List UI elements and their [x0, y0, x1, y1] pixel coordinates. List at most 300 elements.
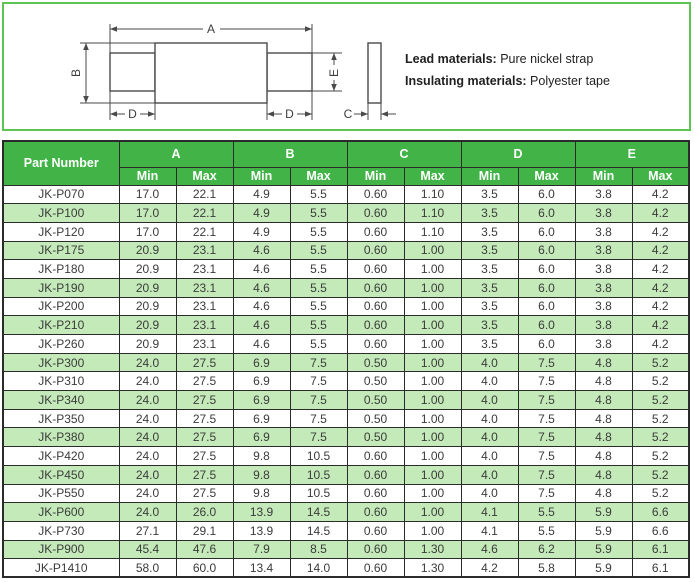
part-number-cell: JK-P380: [3, 428, 119, 447]
spec-table-header: [3, 141, 689, 185]
dimension-value-cell: 24.0: [119, 409, 176, 428]
dimension-value-cell: 6.0: [518, 316, 575, 335]
dimension-value-cell: 6.9: [233, 391, 290, 410]
dimension-value-cell: 1.30: [404, 540, 461, 559]
dimension-value-cell: 7.9: [233, 540, 290, 559]
table-row: [3, 222, 689, 241]
dim-d2-right-arrow-icon: [305, 111, 312, 117]
dim-label-d-left: D: [128, 107, 137, 121]
dimension-value-cell: 3.5: [461, 335, 518, 354]
dimension-value-cell: 5.5: [290, 278, 347, 297]
dimension-value-cell: 3.8: [575, 241, 632, 260]
dimension-value-cell: 0.60: [347, 484, 404, 503]
dimension-value-cell: 1.00: [404, 484, 461, 503]
dimension-value-cell: 1.00: [404, 503, 461, 522]
part-number-cell: JK-P340: [3, 391, 119, 410]
dimension-value-cell: 4.0: [461, 353, 518, 372]
diagram-panel: [2, 2, 691, 131]
dimension-value-cell: 0.60: [347, 447, 404, 466]
fuse-left-lead: [110, 53, 155, 91]
dimension-value-cell: 4.0: [461, 447, 518, 466]
dimension-value-cell: 0.60: [347, 335, 404, 354]
dimension-value-cell: 22.1: [176, 185, 233, 204]
dimension-value-cell: 4.0: [461, 391, 518, 410]
dimension-value-cell: 3.5: [461, 260, 518, 279]
header-d-min: Min: [461, 167, 518, 185]
part-number-cell: JK-P070: [3, 185, 119, 204]
dimension-value-cell: 4.2: [632, 260, 689, 279]
dimension-value-cell: 6.0: [518, 278, 575, 297]
dimension-value-cell: 27.5: [176, 409, 233, 428]
dimension-value-cell: 0.60: [347, 540, 404, 559]
dimension-value-cell: 1.00: [404, 372, 461, 391]
dimension-value-cell: 17.0: [119, 185, 176, 204]
insulating-materials-label: Insulating materials:: [405, 74, 527, 88]
dimension-value-cell: 4.6: [233, 241, 290, 260]
dim-label-b: B: [69, 68, 83, 78]
dimension-value-cell: 0.60: [347, 559, 404, 578]
table-row: [3, 260, 689, 279]
dimension-value-cell: 26.0: [176, 503, 233, 522]
dimension-value-cell: 7.5: [290, 409, 347, 428]
dimension-value-cell: 24.0: [119, 447, 176, 466]
dimension-value-cell: 6.0: [518, 222, 575, 241]
dimension-value-cell: 6.0: [518, 241, 575, 260]
dimension-value-cell: 60.0: [176, 559, 233, 578]
header-c-max: Max: [404, 167, 461, 185]
dimension-value-cell: 6.2: [518, 540, 575, 559]
dimension-value-cell: 3.5: [461, 278, 518, 297]
dimension-value-cell: 7.5: [518, 465, 575, 484]
table-row: [3, 391, 689, 410]
header-e-min: Min: [575, 167, 632, 185]
dimension-value-cell: 7.5: [518, 353, 575, 372]
dimension-value-cell: 3.8: [575, 204, 632, 223]
dimension-value-cell: 3.8: [575, 335, 632, 354]
table-row: [3, 465, 689, 484]
dimension-value-cell: 3.8: [575, 260, 632, 279]
insulating-materials-line: [405, 70, 610, 92]
dimension-value-cell: 5.2: [632, 391, 689, 410]
dimension-value-cell: 7.5: [518, 372, 575, 391]
part-number-cell: JK-P450: [3, 465, 119, 484]
dimension-value-cell: 0.60: [347, 204, 404, 223]
table-row: [3, 353, 689, 372]
header-group-row: [3, 141, 689, 167]
dimension-value-cell: 14.0: [290, 559, 347, 578]
dimension-value-cell: 0.60: [347, 278, 404, 297]
dimension-value-cell: 4.1: [461, 521, 518, 540]
dimension-value-cell: 22.1: [176, 204, 233, 223]
dimension-value-cell: 4.2: [632, 335, 689, 354]
table-row: [3, 372, 689, 391]
fuse-dimension-diagram: [4, 4, 404, 129]
dimension-value-cell: 5.8: [518, 559, 575, 578]
table-row: [3, 316, 689, 335]
part-number-cell: JK-P260: [3, 335, 119, 354]
dimension-value-cell: 4.6: [233, 335, 290, 354]
dimension-value-cell: 6.9: [233, 409, 290, 428]
dimension-value-cell: 5.5: [290, 335, 347, 354]
part-number-cell: JK-P420: [3, 447, 119, 466]
dimension-value-cell: 1.10: [404, 204, 461, 223]
dimension-value-cell: 20.9: [119, 260, 176, 279]
dimension-value-cell: 5.9: [575, 540, 632, 559]
dimension-value-cell: 10.5: [290, 465, 347, 484]
dimension-value-cell: 4.6: [233, 316, 290, 335]
dimension-value-cell: 3.5: [461, 241, 518, 260]
dimension-value-cell: 5.9: [575, 559, 632, 578]
dimension-value-cell: 1.00: [404, 428, 461, 447]
dimension-value-cell: 6.1: [632, 540, 689, 559]
part-number-cell: JK-P730: [3, 521, 119, 540]
dimension-value-cell: 4.0: [461, 484, 518, 503]
dimension-value-cell: 23.1: [176, 260, 233, 279]
dimension-value-cell: 0.60: [347, 503, 404, 522]
dimension-value-cell: 5.5: [290, 204, 347, 223]
header-group-d: D: [461, 141, 575, 167]
dimension-value-cell: 4.2: [632, 316, 689, 335]
part-number-cell: JK-P190: [3, 278, 119, 297]
table-row: [3, 335, 689, 354]
dimension-value-cell: 17.0: [119, 204, 176, 223]
dimension-value-cell: 1.00: [404, 521, 461, 540]
dimension-value-cell: 7.5: [290, 372, 347, 391]
dimension-value-cell: 5.2: [632, 447, 689, 466]
dimension-value-cell: 10.5: [290, 484, 347, 503]
header-b-min: Min: [233, 167, 290, 185]
dimension-value-cell: 6.0: [518, 335, 575, 354]
dimension-value-cell: 23.1: [176, 241, 233, 260]
dimension-value-cell: 6.1: [632, 559, 689, 578]
dimension-value-cell: 4.2: [632, 222, 689, 241]
dim-label-c: C: [343, 107, 353, 121]
dimension-value-cell: 27.5: [176, 428, 233, 447]
part-number-cell: JK-P210: [3, 316, 119, 335]
dimension-value-cell: 6.9: [233, 353, 290, 372]
dimension-value-cell: 5.2: [632, 428, 689, 447]
dimension-value-cell: 29.1: [176, 521, 233, 540]
table-row: [3, 428, 689, 447]
dimension-value-cell: 1.00: [404, 391, 461, 410]
dimension-value-cell: 5.5: [290, 222, 347, 241]
dimension-value-cell: 1.00: [404, 316, 461, 335]
dimension-value-cell: 27.5: [176, 465, 233, 484]
dimension-value-cell: 5.5: [290, 297, 347, 316]
dimension-value-cell: 14.5: [290, 521, 347, 540]
dimension-value-cell: 1.00: [404, 260, 461, 279]
dimension-value-cell: 1.00: [404, 409, 461, 428]
dimension-value-cell: 0.60: [347, 521, 404, 540]
dimension-value-cell: 3.8: [575, 278, 632, 297]
part-number-cell: JK-P600: [3, 503, 119, 522]
dimension-value-cell: 4.0: [461, 465, 518, 484]
dim-a-left-arrow-icon: [110, 26, 117, 32]
dimension-value-cell: 4.2: [632, 185, 689, 204]
part-number-cell: JK-P200: [3, 297, 119, 316]
dimension-value-cell: 14.5: [290, 503, 347, 522]
dimension-value-cell: 0.50: [347, 409, 404, 428]
dimension-value-cell: 47.6: [176, 540, 233, 559]
part-number-cell: JK-P1410: [3, 559, 119, 578]
dimension-value-cell: 3.8: [575, 316, 632, 335]
dimension-value-cell: 5.9: [575, 521, 632, 540]
dimension-value-cell: 4.6: [233, 297, 290, 316]
dimension-value-cell: 5.2: [632, 484, 689, 503]
dimension-value-cell: 5.5: [290, 316, 347, 335]
dimension-value-cell: 24.0: [119, 503, 176, 522]
part-number-cell: JK-P900: [3, 540, 119, 559]
header-group-b: B: [233, 141, 347, 167]
dim-label-e: E: [327, 68, 341, 78]
dimension-value-cell: 1.00: [404, 353, 461, 372]
header-c-min: Min: [347, 167, 404, 185]
dimension-value-cell: 23.1: [176, 316, 233, 335]
dimension-value-cell: 1.10: [404, 222, 461, 241]
dim-d-right-arrow-icon: [148, 111, 155, 117]
dimension-value-cell: 4.8: [575, 465, 632, 484]
dimension-value-cell: 4.9: [233, 222, 290, 241]
dimension-value-cell: 17.0: [119, 222, 176, 241]
header-e-max: Max: [632, 167, 689, 185]
dimension-value-cell: 7.5: [518, 391, 575, 410]
dimension-value-cell: 4.0: [461, 409, 518, 428]
dimension-value-cell: 4.8: [575, 372, 632, 391]
dimension-value-cell: 3.5: [461, 204, 518, 223]
dimension-value-cell: 27.1: [119, 521, 176, 540]
dim-b-bottom-arrow-icon: [83, 96, 89, 103]
dimension-value-cell: 4.6: [233, 278, 290, 297]
dimension-value-cell: 20.9: [119, 316, 176, 335]
dimension-value-cell: 24.0: [119, 465, 176, 484]
dimension-value-cell: 13.9: [233, 521, 290, 540]
dimension-value-cell: 4.2: [461, 559, 518, 578]
dimension-value-cell: 4.0: [461, 372, 518, 391]
dimension-value-cell: 5.2: [632, 353, 689, 372]
dimension-value-cell: 23.1: [176, 335, 233, 354]
dimension-value-cell: 0.50: [347, 391, 404, 410]
dimension-value-cell: 27.5: [176, 353, 233, 372]
header-a-min: Min: [119, 167, 176, 185]
dimension-value-cell: 5.2: [632, 409, 689, 428]
header-group-c: C: [347, 141, 461, 167]
dimension-value-cell: 23.1: [176, 278, 233, 297]
part-number-cell: JK-P175: [3, 241, 119, 260]
dimension-value-cell: 0.50: [347, 372, 404, 391]
dimension-value-cell: 3.5: [461, 185, 518, 204]
table-row: [3, 204, 689, 223]
header-a-max: Max: [176, 167, 233, 185]
dimension-value-cell: 7.5: [518, 428, 575, 447]
dimension-value-cell: 4.8: [575, 409, 632, 428]
dim-e-bottom-arrow-icon: [331, 84, 337, 91]
header-b-max: Max: [290, 167, 347, 185]
materials-notes: [405, 48, 610, 92]
dimension-value-cell: 1.30: [404, 559, 461, 578]
insulating-materials-value: Polyester tape: [526, 74, 610, 88]
dimension-value-cell: 0.60: [347, 241, 404, 260]
part-number-cell: JK-P180: [3, 260, 119, 279]
lead-materials-value: Pure nickel strap: [496, 52, 594, 66]
dimension-value-cell: 10.5: [290, 447, 347, 466]
dimension-value-cell: 9.8: [233, 447, 290, 466]
dimension-value-cell: 4.9: [233, 185, 290, 204]
dimension-value-cell: 13.9: [233, 503, 290, 522]
dimension-value-cell: 24.0: [119, 391, 176, 410]
dim-label-a: A: [206, 22, 216, 36]
part-number-cell: JK-P550: [3, 484, 119, 503]
dim-d-left-arrow-icon: [110, 111, 117, 117]
table-row: [3, 447, 689, 466]
dimension-value-cell: 6.6: [632, 503, 689, 522]
dimension-value-cell: 24.0: [119, 484, 176, 503]
fuse-body: [155, 43, 267, 103]
dimension-value-cell: 58.0: [119, 559, 176, 578]
dimension-value-cell: 3.5: [461, 316, 518, 335]
dimension-value-cell: 5.9: [575, 503, 632, 522]
dimension-value-cell: 4.1: [461, 503, 518, 522]
dimension-value-cell: 0.50: [347, 428, 404, 447]
dimension-value-cell: 6.0: [518, 204, 575, 223]
dimension-value-cell: 6.0: [518, 297, 575, 316]
header-group-a: A: [119, 141, 233, 167]
table-row: [3, 503, 689, 522]
header-part-number: Part Number: [3, 141, 119, 185]
dimension-value-cell: 6.9: [233, 372, 290, 391]
dimension-value-cell: 20.9: [119, 241, 176, 260]
dimension-value-cell: 4.6: [233, 260, 290, 279]
dimension-value-cell: 4.2: [632, 204, 689, 223]
dimension-value-cell: 4.8: [575, 428, 632, 447]
dimension-value-cell: 4.0: [461, 428, 518, 447]
header-d-max: Max: [518, 167, 575, 185]
dimension-value-cell: 5.5: [518, 503, 575, 522]
dimension-value-cell: 5.5: [290, 260, 347, 279]
spec-table: [2, 140, 690, 578]
table-row: [3, 278, 689, 297]
dimension-value-cell: 1.00: [404, 241, 461, 260]
dim-c-right-arrow-icon: [381, 111, 388, 117]
dimension-value-cell: 45.4: [119, 540, 176, 559]
dim-b-top-arrow-icon: [83, 43, 89, 50]
dimension-value-cell: 24.0: [119, 372, 176, 391]
dim-d2-left-arrow-icon: [267, 111, 274, 117]
dimension-value-cell: 27.5: [176, 372, 233, 391]
dimension-value-cell: 7.5: [518, 409, 575, 428]
dim-label-d-right: D: [285, 107, 294, 121]
dimension-value-cell: 5.5: [290, 185, 347, 204]
dimension-value-cell: 6.9: [233, 428, 290, 447]
dimension-value-cell: 9.8: [233, 484, 290, 503]
dimension-value-cell: 6.0: [518, 185, 575, 204]
dimension-value-cell: 1.00: [404, 278, 461, 297]
dimension-value-cell: 4.2: [632, 278, 689, 297]
dimension-value-cell: 5.2: [632, 465, 689, 484]
dimension-value-cell: 5.2: [632, 372, 689, 391]
dimension-value-cell: 4.9: [233, 204, 290, 223]
dimension-value-cell: 7.5: [518, 484, 575, 503]
dimension-value-cell: 24.0: [119, 353, 176, 372]
dimension-value-cell: 1.00: [404, 297, 461, 316]
dimension-value-cell: 7.5: [290, 353, 347, 372]
spec-table-body: [3, 185, 689, 577]
lead-materials-line: [405, 48, 610, 70]
dimension-value-cell: 0.60: [347, 260, 404, 279]
table-row: [3, 409, 689, 428]
dimension-value-cell: 5.5: [290, 241, 347, 260]
dimension-value-cell: 24.0: [119, 428, 176, 447]
dim-a-right-arrow-icon: [305, 26, 312, 32]
table-row: [3, 540, 689, 559]
dimension-value-cell: 20.9: [119, 335, 176, 354]
fuse-side-view: [368, 43, 381, 103]
dimension-value-cell: 4.6: [461, 540, 518, 559]
table-row: [3, 559, 689, 578]
dimension-value-cell: 4.8: [575, 391, 632, 410]
part-number-cell: JK-P310: [3, 372, 119, 391]
dimension-value-cell: 1.10: [404, 185, 461, 204]
dimension-value-cell: 27.5: [176, 484, 233, 503]
dimension-value-cell: 7.5: [290, 391, 347, 410]
table-row: [3, 297, 689, 316]
table-row: [3, 521, 689, 540]
dimension-value-cell: 0.60: [347, 316, 404, 335]
dimension-value-cell: 0.50: [347, 353, 404, 372]
dimension-value-cell: 27.5: [176, 447, 233, 466]
lead-materials-label: Lead materials:: [405, 52, 497, 66]
dimension-value-cell: 13.4: [233, 559, 290, 578]
dimension-value-cell: 3.5: [461, 297, 518, 316]
part-number-cell: JK-P350: [3, 409, 119, 428]
dimension-value-cell: 3.5: [461, 222, 518, 241]
dimension-value-cell: 7.5: [290, 428, 347, 447]
table-row: [3, 185, 689, 204]
dimension-value-cell: 8.5: [290, 540, 347, 559]
dimension-value-cell: 0.60: [347, 185, 404, 204]
dimension-value-cell: 3.8: [575, 297, 632, 316]
dimension-value-cell: 27.5: [176, 391, 233, 410]
dimension-value-cell: 23.1: [176, 297, 233, 316]
dimension-value-cell: 0.60: [347, 465, 404, 484]
part-number-cell: JK-P100: [3, 204, 119, 223]
dimension-value-cell: 22.1: [176, 222, 233, 241]
dimension-value-cell: 9.8: [233, 465, 290, 484]
dimension-value-cell: 1.00: [404, 447, 461, 466]
dimension-value-cell: 6.0: [518, 260, 575, 279]
dim-e-top-arrow-icon: [331, 53, 337, 60]
header-group-e: E: [575, 141, 689, 167]
dimension-value-cell: 0.60: [347, 297, 404, 316]
dimension-value-cell: 20.9: [119, 297, 176, 316]
dimension-value-cell: 4.2: [632, 241, 689, 260]
dimension-value-cell: 5.5: [518, 521, 575, 540]
dimension-value-cell: 4.2: [632, 297, 689, 316]
dimension-value-cell: 4.8: [575, 353, 632, 372]
dimension-value-cell: 0.60: [347, 222, 404, 241]
dimension-value-cell: 20.9: [119, 278, 176, 297]
dimension-value-cell: 7.5: [518, 447, 575, 466]
dimension-value-cell: 1.00: [404, 465, 461, 484]
part-number-cell: JK-P120: [3, 222, 119, 241]
dimension-value-cell: 4.8: [575, 484, 632, 503]
part-number-cell: JK-P300: [3, 353, 119, 372]
dimension-value-cell: 1.00: [404, 335, 461, 354]
dimension-value-cell: 3.8: [575, 185, 632, 204]
fuse-right-lead: [267, 53, 312, 91]
table-row: [3, 241, 689, 260]
dimension-value-cell: 6.6: [632, 521, 689, 540]
dimension-value-cell: 3.8: [575, 222, 632, 241]
